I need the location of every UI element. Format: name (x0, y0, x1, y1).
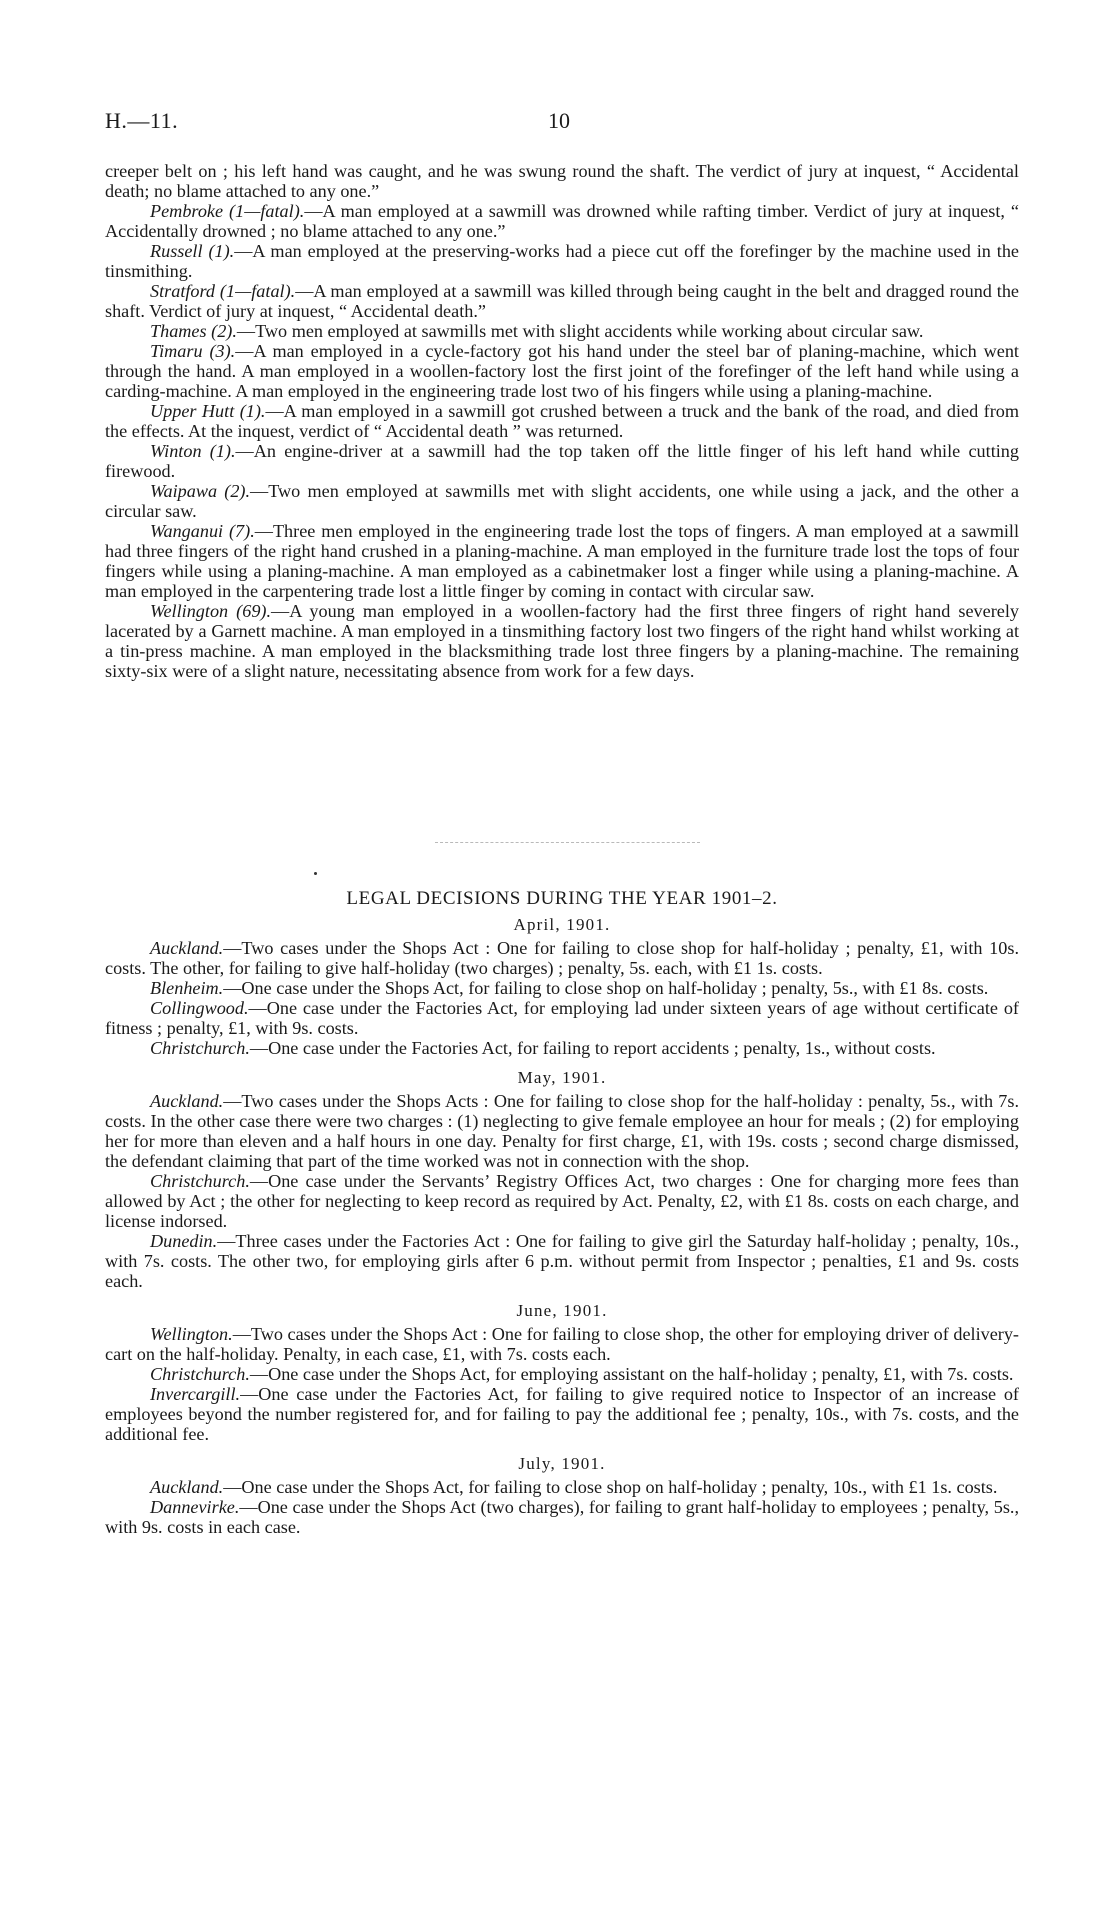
decision-text: —One case under the Shops Act, for failing to close shop on half-holiday ; penalty, 5s., with £1 8s. costs. (223, 978, 989, 998)
decision-text: —One case under the Servants’ Registry Offices Act, two charges : One for charging more fees than allowed by Act ; the other for neglecting to keep record as required by Act. Penalty, £2, with £1 8s. costs on each charge, and license indorsed. (105, 1171, 1019, 1231)
accident-paragraph (105, 441, 1019, 481)
accident-text: —A man employed at a sawmill was killed through being caught in the belt and dragged round the shaft. Verdict of jury at inquest, “ Accidental death.” (105, 281, 1019, 321)
accident-text: —A young man employed in a woollen-factory had the first three fingers of right hand severely lacerated by a Garnett machine. A man employed in a tinsmithing factory lost two fingers of the right hand whilst working at a tin-press machine. A man employed in the blacksmithing trade lost three fingers by a planing-machine. The remaining sixty-six were of a slight nature, necessitating absence from work for a few days. (105, 601, 1019, 681)
accident-text: —Three men employed in the engineering trade lost the tops of fingers. A man employed at a sawmill had three fingers of the right hand crushed in a planing-machine. A man employed in the furniture trade lost the tops of four fingers while using a planing-machine. A man employed as a cabinetmaker lost a finger while using a planing-machine. A man employed in the carpentering trade lost a little finger by coming in contact with circular saw. (105, 521, 1019, 601)
accident-paragraph (105, 341, 1019, 401)
accident-place: Winton (1). (150, 441, 236, 461)
month-heading: June, 1901. (516, 1301, 608, 1320)
legal-decisions-section (105, 889, 1019, 1537)
decision-text: —One case under the Factories Act, for failing to report accidents ; penalty, 1s., without costs. (249, 1038, 936, 1058)
accident-text: creeper belt on ; his left hand was caught, and he was swung round the shaft. The verdict of jury at inquest, “ Accidental death; no blame attached to any one.” (105, 161, 1019, 201)
decision-place: Christchurch. (150, 1038, 250, 1058)
decision-place: Auckland. (150, 1477, 224, 1497)
decision-place: Auckland. (150, 938, 224, 958)
decision-text: —One case under the Factories Act, for employing lad under sixteen years of age without certificate of fitness ; penalty, £1, with 9s. costs. (105, 998, 1019, 1038)
month-heading: May, 1901. (517, 1068, 607, 1087)
accident-paragraph (105, 321, 1019, 341)
accident-paragraph (105, 601, 1019, 681)
month-heading: April, 1901. (513, 915, 611, 934)
accident-text: —Two men employed at sawmills met with slight accidents while working about circular saw. (236, 321, 924, 341)
decision-paragraph (105, 1497, 1019, 1537)
section-title: LEGAL DECISIONS DURING THE YEAR 1901–2. (346, 888, 778, 909)
decision-place: Christchurch. (150, 1171, 250, 1191)
accident-place: Russell (1). (150, 241, 235, 261)
decision-paragraph (105, 1324, 1019, 1364)
decision-paragraph (105, 998, 1019, 1038)
accident-paragraph (105, 281, 1019, 321)
accident-paragraph (105, 401, 1019, 441)
print-mark (314, 872, 317, 875)
decision-paragraph (105, 1231, 1019, 1291)
decision-place: Dannevirke. (150, 1497, 240, 1517)
page-header (105, 108, 1009, 138)
decision-text: —Three cases under the Factories Act : One for failing to give girl the Saturday half-holiday ; penalty, 10s., with 7s. costs. The other two, for employing girls after 6 p.m. without permit from Inspector ; penalties, £1 and 9s. costs each. (105, 1231, 1019, 1291)
decision-paragraph (105, 1171, 1019, 1231)
decision-text: —Two cases under the Shops Acts : One for failing to close shop for the half-holiday : penalty, 5s., with 7s. costs. In the other case there were two charges : (1) neglecting to give female employee an hour for meals ; (2) for employing her for more than eleven and a half hours in one day. Penalty for first charge, £1, with 19s. costs ; second charge dismissed, the defendant claiming that part of the time worked was not in connection with the shop. (105, 1091, 1019, 1171)
accident-place: Stratford (1—fatal). (150, 281, 296, 301)
accident-text: —Two men employed at sawmills met with slight accidents, one while using a jack, and the other a circular saw. (105, 481, 1019, 521)
report-code: H.—11. (105, 108, 179, 133)
decision-text: —Two cases under the Shops Act : One for failing to close shop, the other for employing driver of delivery-cart on the half-holiday. Penalty, in each case, £1, with 7s. costs each. (105, 1324, 1019, 1364)
decision-paragraph (105, 1038, 1019, 1058)
accident-place: Upper Hutt (1). (150, 401, 266, 421)
decision-paragraph (105, 1477, 1019, 1497)
accident-text: —A man employed in a sawmill got crushed between a truck and the bank of the road, and died from the effects. At the inquest, verdict of “ Accidental death ” was returned. (105, 401, 1019, 441)
accident-place: Timaru (3). (150, 341, 236, 361)
accident-place: Wellington (69). (150, 601, 272, 621)
decision-text: —Two cases under the Shops Act : One for failing to close shop for half-holiday ; penalty, £1, with 10s. costs. The other, for failing to give half-holiday (two charges) ; penalty, 5s. each, with £1 1s. costs. (105, 938, 1019, 978)
decision-paragraph (105, 1091, 1019, 1171)
accident-place: Wanganui (7). (150, 521, 255, 541)
accident-paragraph (105, 201, 1019, 241)
accident-place: Pembroke (1—fatal). (150, 201, 305, 221)
decision-place: Blenheim. (150, 978, 224, 998)
accident-paragraph (105, 241, 1019, 281)
decision-paragraph (105, 978, 1019, 998)
decision-place: Auckland. (150, 1091, 224, 1111)
accident-text: —A man employed at a sawmill was drowned while rafting timber. Verdict of jury at inquest, “ Accidentally drowned ; no blame attached to any one.” (105, 201, 1019, 241)
accident-paragraph (105, 521, 1019, 601)
decision-text: —One case under the Shops Act, for employing assistant on the half-holiday ; penalty, £1, with 7s. costs. (249, 1364, 1014, 1384)
decision-text: —One case under the Shops Act (two charges), for failing to grant half-holiday to employees ; penalty, 5s., with 9s. costs in each case. (105, 1497, 1019, 1537)
month-heading: July, 1901. (518, 1454, 606, 1473)
decision-place: Invercargill. (150, 1384, 241, 1404)
decision-place: Collingwood. (150, 998, 249, 1018)
page-number: 10 (548, 108, 570, 133)
decision-place: Wellington. (150, 1324, 233, 1344)
accident-text: —A man employed at the preserving-works had a piece cut off the forefinger by the machine used in the tinsmithing. (105, 241, 1019, 281)
decision-place: Dunedin. (150, 1231, 218, 1251)
decision-paragraph (105, 1384, 1019, 1444)
decision-text: —One case under the Factories Act, for failing to give required notice to Inspector of an increase of employees beyond the number registered for, and for failing to pay the additional fee ; penalty, 10s., with 7s. costs, and the additional fee. (105, 1384, 1019, 1444)
accident-place: Thames (2). (150, 321, 237, 341)
decision-paragraph (105, 1364, 1019, 1384)
accident-paragraph (105, 481, 1019, 521)
decision-place: Christchurch. (150, 1364, 250, 1384)
accidents-section (105, 161, 1019, 681)
accident-paragraph (105, 161, 1019, 201)
decision-paragraph (105, 938, 1019, 978)
accident-place: Waipawa (2). (150, 481, 251, 501)
section-divider (435, 842, 700, 843)
accident-text: —An engine-driver at a sawmill had the top taken off the little finger of his left hand while cutting firewood. (105, 441, 1019, 481)
accident-text: —A man employed in a cycle-factory got his hand under the steel bar of planing-machine, which went through the hand. A man employed in a woollen-factory lost the first joint of the forefinger of the left hand while using a carding-machine. A man employed in the engineering trade lost two of his fingers while using a planing-machine. (105, 341, 1019, 401)
decision-text: —One case under the Shops Act, for failing to close shop on half-holiday ; penalty, 10s., with £1 1s. costs. (223, 1477, 998, 1497)
